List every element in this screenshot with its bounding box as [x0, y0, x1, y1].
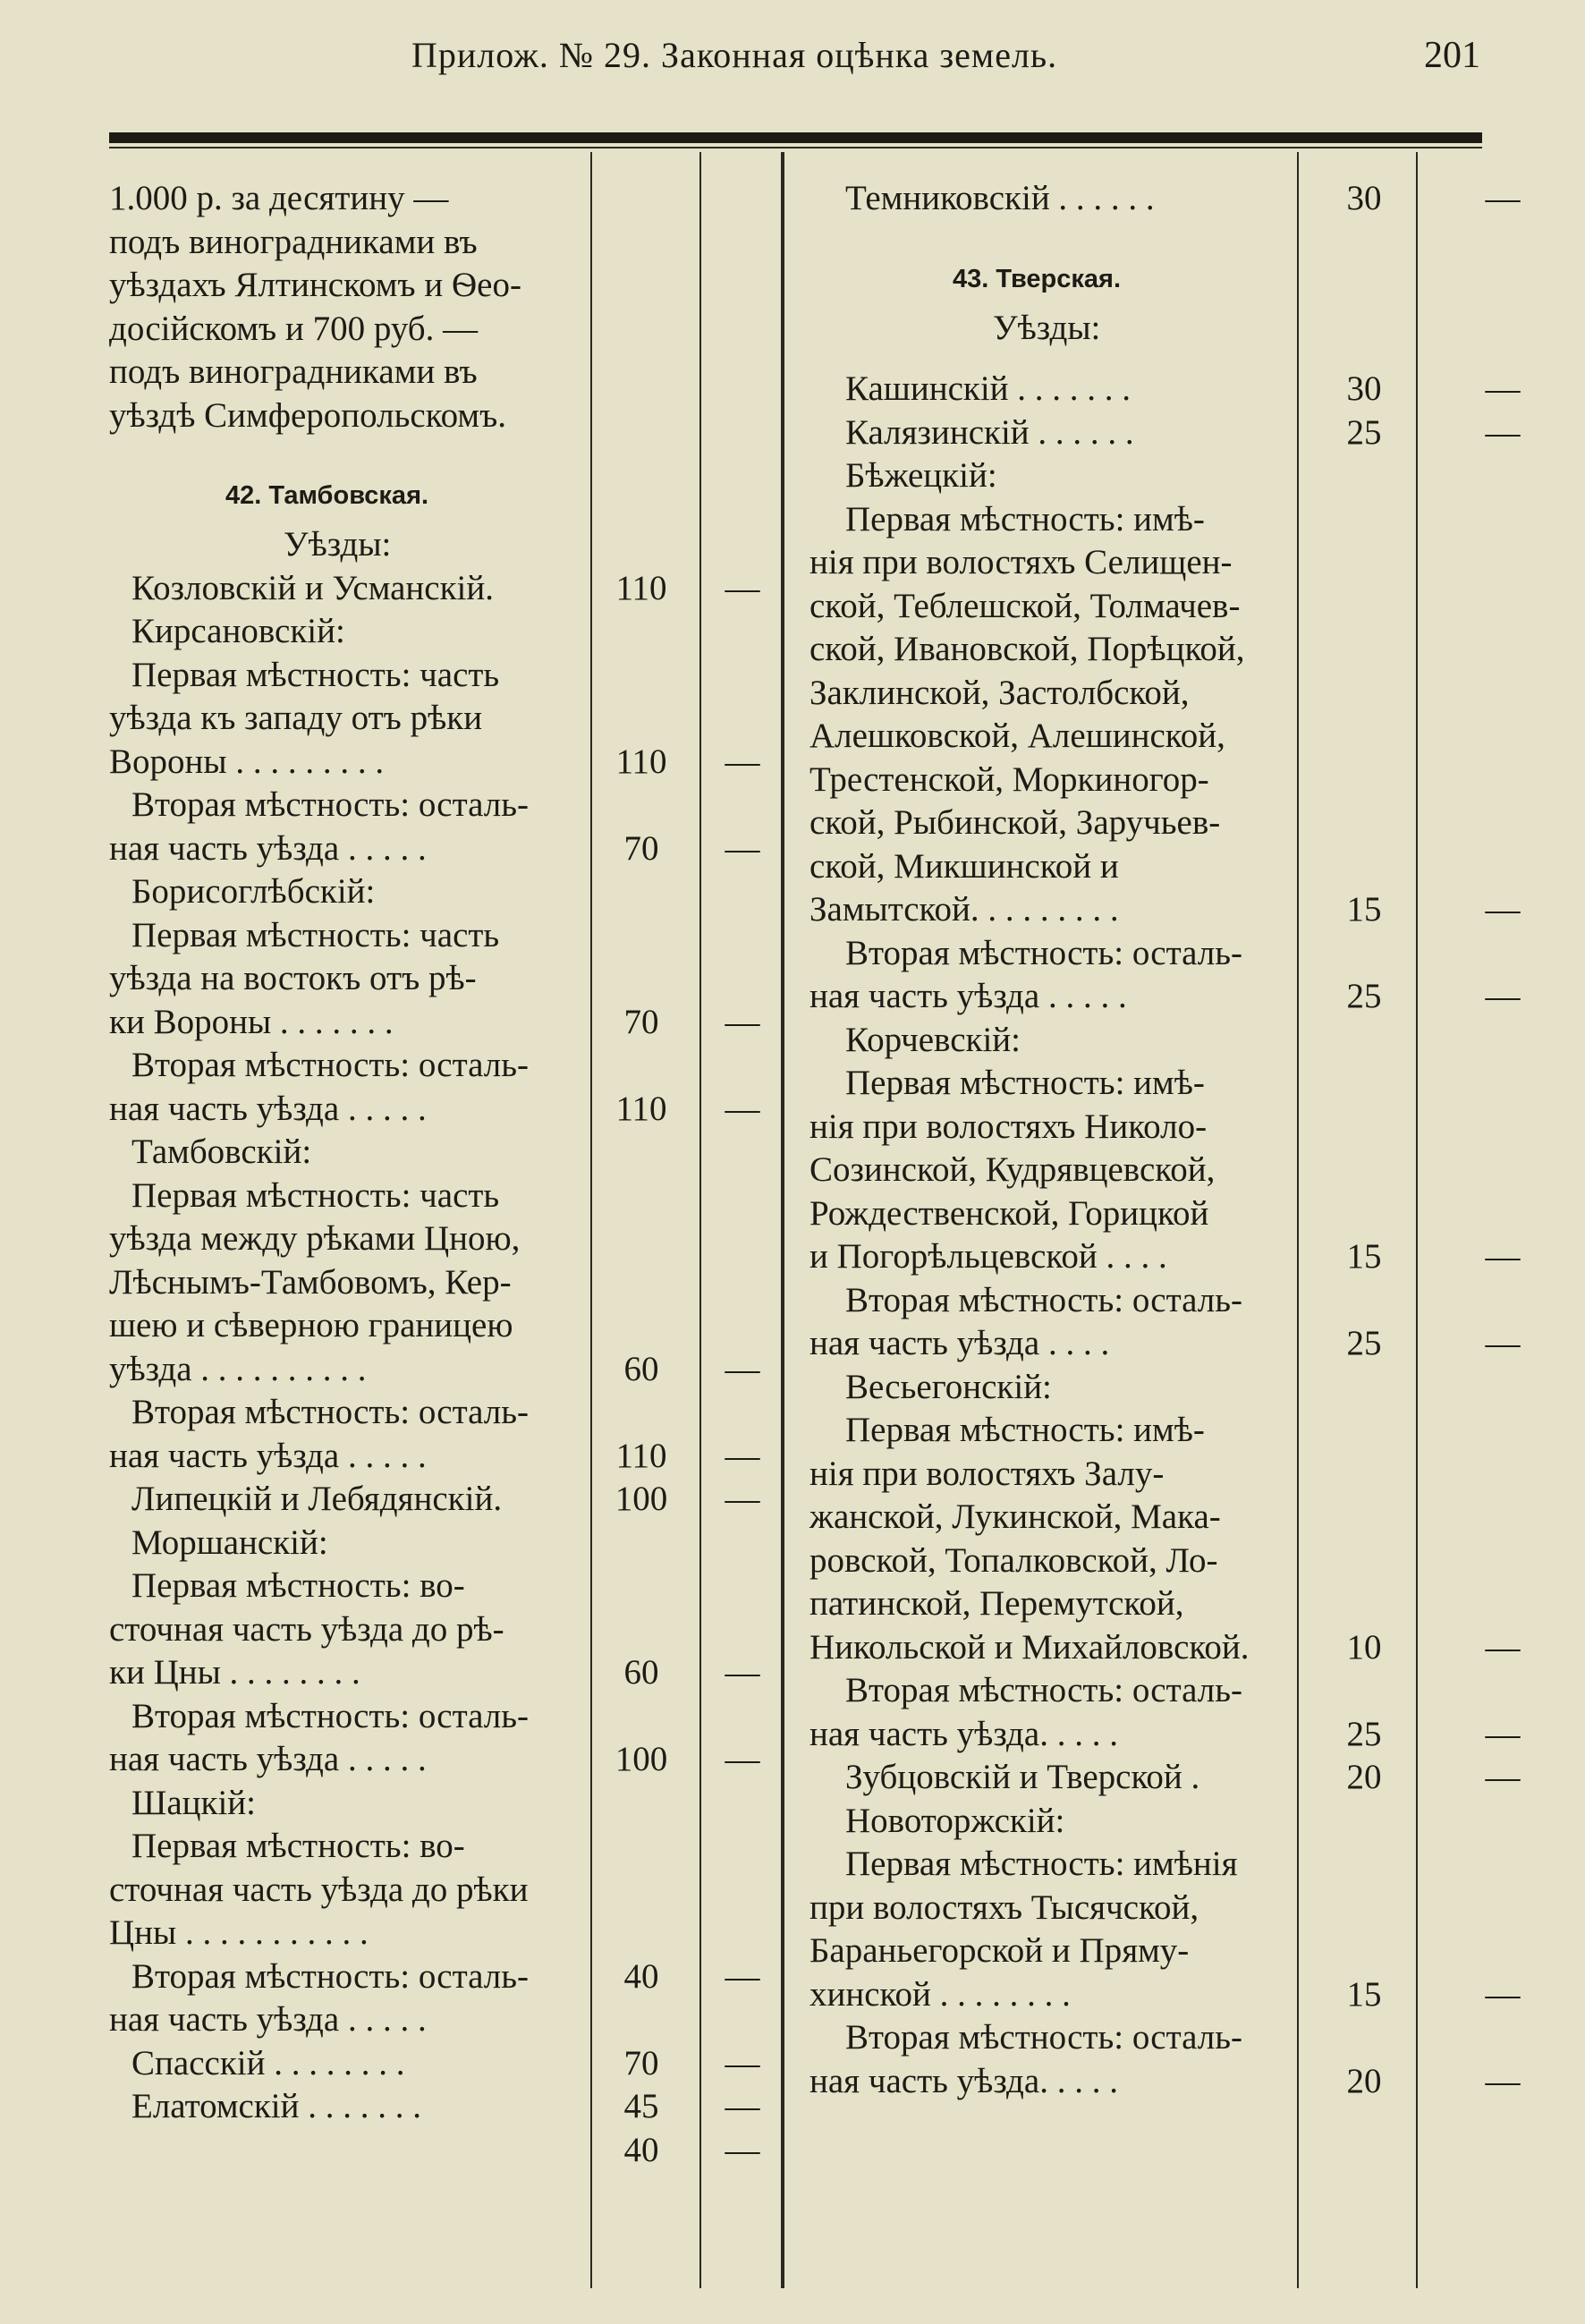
row-text: Вторая мѣстность: осталь- [845, 1671, 1243, 1709]
section-heading: 43. Тверская. [953, 264, 1122, 293]
row-value: 15 [1346, 890, 1382, 929]
row-text: Вторая мѣстность: осталь- [131, 1956, 530, 1996]
row-value: 110 [615, 1436, 667, 1475]
row-dash: — [1485, 1714, 1521, 1753]
running-title: Прилож. № 29. Законная оцѣнка земель. [411, 35, 1058, 75]
row-text: Весьегонскій: [845, 1367, 1052, 1406]
table-row [809, 368, 1579, 411]
row-text: нія при волостяхъ Николо- [809, 1107, 1208, 1146]
table-row [809, 541, 1579, 585]
row-value: 25 [1346, 1324, 1382, 1362]
row-value: 40 [623, 2130, 659, 2169]
row-text: Трестенской, Моркиногор- [809, 759, 1209, 799]
table-row [809, 1669, 1579, 1713]
row-value: 40 [623, 1956, 659, 1996]
row-text: Вторая мѣстность: осталь- [131, 1046, 530, 1084]
table-row [809, 411, 1579, 455]
row-text: Первая мѣстность: часть [131, 655, 500, 694]
row-value: 100 [615, 1740, 668, 1778]
table-row [809, 1062, 1579, 1106]
row-value: 110 [615, 1089, 667, 1128]
row-dash: — [725, 1349, 760, 1388]
row-text: Замытской. . . . . . . . . [809, 890, 1119, 929]
table-row [809, 498, 1579, 542]
row-text: Первая мѣстность: имѣ- [845, 499, 1205, 539]
spacer [809, 221, 1579, 251]
row-value: 60 [623, 1653, 659, 1692]
row-dash: — [725, 568, 760, 607]
row-text: ная часть уѣзда . . . . . [109, 2000, 427, 2039]
row-value: 110 [615, 742, 667, 781]
row-dash: — [1485, 2061, 1521, 2100]
row-dash: — [725, 1002, 760, 1041]
row-text: Вторая мѣстность: осталь- [131, 1393, 530, 1431]
row-text: сточная часть уѣзда до рѣки [109, 1870, 529, 1909]
row-dash: — [725, 2087, 760, 2125]
section-heading: 42. Тамбовская. [225, 481, 429, 510]
row-text: нія при волостяхъ Залу- [809, 1454, 1165, 1493]
spacer [809, 350, 1579, 368]
row-text: Первая мѣстность: часть [131, 915, 500, 954]
row-text: ная часть уѣзда . . . . [809, 1324, 1110, 1362]
table-row [109, 2129, 1102, 2173]
table-row [809, 1019, 1579, 1063]
row-dash: — [725, 1089, 760, 1128]
row-text: сточная часть уѣзда до рѣ- [109, 1609, 504, 1649]
row-text: уѣзда на востокъ отъ рѣ- [109, 959, 477, 997]
row-text: ской, Теблешской, Толмачев- [809, 586, 1241, 625]
page-number: 201 [1424, 35, 1480, 76]
row-text: Первая мѣстность: имѣнія [845, 1845, 1238, 1883]
row-dash: — [725, 1653, 760, 1692]
row-text: Рождественской, Горицкой [809, 1193, 1209, 1233]
row-text: Кирсановскій: [131, 612, 345, 650]
table-row [809, 1713, 1579, 1757]
row-value: 70 [623, 2043, 659, 2082]
table-row [809, 1322, 1579, 1366]
row-value: 20 [1346, 1758, 1382, 1796]
row-text: Вороны . . . . . . . . . [109, 742, 385, 781]
subheading: Уѣзды: [284, 525, 392, 564]
table-row [809, 1626, 1579, 1670]
table-row [809, 1453, 1579, 1497]
row-value: 30 [1346, 369, 1382, 408]
row-dash: — [725, 2130, 760, 2169]
row-dash: — [1485, 412, 1521, 452]
table-row [809, 1279, 1579, 1323]
table-row [809, 628, 1579, 672]
row-text: Лѣснымъ-Тамбовомъ, Кер- [109, 1262, 512, 1302]
row-dash: — [725, 1740, 760, 1778]
row-text: Кашинскій . . . . . . . [845, 369, 1132, 408]
table-row [809, 2016, 1579, 2060]
row-text: Зубцовскій и Тверской . [845, 1758, 1200, 1796]
header-rule [109, 132, 1482, 143]
row-value: 70 [623, 1002, 659, 1041]
intro-line: уѣздахъ Ялтинскомъ и Ѳео- [109, 266, 521, 304]
table-row [809, 1366, 1579, 1410]
row-text: Алешковской, Алешинской, [809, 717, 1225, 755]
row-value: 25 [1346, 412, 1382, 452]
row-text: Первая мѣстность: во- [131, 1566, 465, 1605]
row-value: 100 [615, 1480, 668, 1518]
row-text: ная часть уѣзда . . . . . [109, 1740, 427, 1778]
intro-line: досійскомъ и 700 руб. — [109, 309, 479, 348]
table-row [809, 1235, 1579, 1279]
row-text: ской, Рыбинской, Заручьев- [809, 803, 1221, 842]
row-dash: — [1485, 1627, 1521, 1667]
row-value: 45 [623, 2087, 659, 2125]
row-dash: — [1485, 890, 1521, 929]
table-row [809, 1409, 1579, 1453]
row-text: Созинской, Кудрявцевской, [809, 1150, 1216, 1189]
row-dash: — [1485, 1324, 1521, 1362]
table-row [809, 845, 1579, 889]
table-row [809, 1192, 1579, 1236]
row-text: патинской, Перемутской, [809, 1584, 1184, 1623]
row-dash: — [725, 742, 760, 781]
row-text: Никольской и Михайловской. [809, 1627, 1250, 1667]
row-text: уѣзда . . . . . . . . . . [109, 1349, 367, 1388]
row-text: Липецкій и Лебядянскій. [131, 1480, 503, 1518]
row-text: Вторая мѣстность: осталь- [845, 933, 1243, 972]
row-text: ской, Ивановской, Порѣцкой, [809, 630, 1245, 668]
row-text: Корчевскій: [845, 1020, 1021, 1059]
row-text: Первая мѣстность: имѣ- [845, 1064, 1205, 1102]
row-text: Моршанскій: [131, 1522, 328, 1562]
row-text: Тамбовскій: [131, 1132, 312, 1171]
table-row [809, 454, 1579, 498]
row-text: Цны . . . . . . . . . . . [109, 1913, 369, 1952]
table-row [809, 715, 1579, 759]
table-row [809, 932, 1579, 976]
row-text: нія при волостяхъ Селищен- [809, 543, 1233, 581]
row-dash: — [1485, 1758, 1521, 1796]
row-value: 10 [1346, 1627, 1382, 1667]
row-value: 25 [1346, 1714, 1382, 1753]
table-row [809, 1756, 1579, 1800]
row-text: жанской, Лукинской, Мака- [809, 1497, 1221, 1536]
table-row [809, 1843, 1579, 1887]
row-text: шею и сѣверною границею [109, 1306, 513, 1344]
table-row [809, 1582, 1579, 1626]
table-row [809, 1106, 1579, 1149]
table-row [809, 1930, 1579, 1973]
row-value: 25 [1346, 977, 1382, 1015]
row-text: Калязинскій . . . . . . [845, 412, 1134, 452]
row-dash: — [1485, 1237, 1521, 1276]
table-row [809, 888, 1579, 932]
row-text: Вторая мѣстность: осталь- [845, 2018, 1243, 2057]
table-row: Темниковскій . . . . . . 30 — [845, 179, 1521, 217]
table-row [809, 2060, 1579, 2104]
table-row [809, 1149, 1579, 1192]
row-dash: — [1485, 977, 1521, 1015]
table-row [809, 1800, 1579, 1844]
intro-line: 1.000 р. за десятину — [109, 179, 449, 217]
intro-line: уѣздѣ Симферопольскомъ. [109, 395, 507, 435]
row-text: ки Вороны . . . . . . . [109, 1002, 394, 1041]
row-value: 20 [1346, 2061, 1382, 2100]
row-text: Первая мѣстность: часть [131, 1175, 500, 1215]
row-text: ки Цны . . . . . . . . [109, 1653, 360, 1692]
table-row [809, 802, 1579, 845]
header-rule-thin [109, 147, 1482, 148]
row-text: Первая мѣстность: во- [131, 1827, 465, 1865]
row-text: и Погорѣльцевской . . . . [809, 1237, 1167, 1276]
table-row [809, 1496, 1579, 1539]
row-dash: — [725, 828, 760, 868]
right-column [809, 177, 1579, 2103]
row-text: Заклинской, Застолбской, [809, 673, 1190, 712]
row-text: Бараньегорской и Пряму- [809, 1931, 1190, 1970]
row-text: при волостяхъ Тысячской, [809, 1887, 1199, 1927]
row-value: 70 [623, 828, 659, 868]
row-value: 15 [1346, 1974, 1382, 2014]
row-value: 60 [623, 1349, 659, 1388]
table-row [809, 975, 1579, 1019]
row-text: Вторая мѣстность: осталь- [131, 785, 530, 824]
row-text: Новоторжскій: [845, 1801, 1065, 1840]
row-text: ная часть уѣзда. . . . . [809, 2061, 1118, 2100]
row-text: уѣзда къ западу отъ рѣки [109, 699, 483, 737]
row-text: ная часть уѣзда. . . . . [809, 1714, 1118, 1753]
row-text: Елатомскій . . . . . . . [131, 2087, 422, 2125]
row-dash: — [1485, 1974, 1521, 2014]
table-row [809, 759, 1579, 802]
row-text: ная часть уѣзда . . . . . [109, 1089, 427, 1128]
intro-line: подъ виноградниками въ [109, 222, 478, 261]
row-text: хинской . . . . . . . . [809, 1974, 1071, 2014]
table-row [809, 585, 1579, 629]
row-text: ная часть уѣзда . . . . . [109, 1436, 427, 1475]
row-text: ровской, Топалковской, Ло- [809, 1540, 1218, 1580]
row-dash: — [725, 1436, 760, 1475]
row-text: Борисоглѣбскій: [131, 872, 376, 911]
row-text: Бѣжецкій: [845, 456, 997, 495]
table-row [809, 1539, 1579, 1583]
table-row [809, 1973, 1579, 2017]
row-text: Шацкій: [131, 1783, 257, 1822]
row-dash: — [725, 1480, 760, 1518]
row-text: Вторая мѣстность: осталь- [131, 1696, 530, 1735]
row-dash: — [725, 1956, 760, 1996]
row-text: ная часть уѣзда . . . . . [809, 977, 1127, 1015]
subheading: Уѣзды: [993, 308, 1101, 347]
row-dash: — [725, 2043, 760, 2082]
row-text: ная часть уѣзда . . . . . [109, 828, 427, 868]
row-value: 15 [1346, 1237, 1382, 1276]
row-text: Вторая мѣстность: осталь- [845, 1280, 1243, 1319]
row-text: уѣзда между рѣками Цною, [109, 1219, 521, 1258]
row-text: ской, Микшинской и [809, 846, 1119, 886]
row-dash: — [1485, 369, 1521, 408]
table-row [809, 1887, 1579, 1930]
row-text: Спасскій . . . . . . . . [131, 2043, 405, 2082]
row-text: Первая мѣстность: имѣ- [845, 1411, 1205, 1449]
right-rows [809, 368, 1579, 2103]
row-text: Козловскій и Усманскій. [131, 568, 495, 607]
intro-line: подъ виноградниками въ [109, 352, 478, 391]
row-value: 110 [615, 568, 667, 607]
table-row [809, 672, 1579, 716]
